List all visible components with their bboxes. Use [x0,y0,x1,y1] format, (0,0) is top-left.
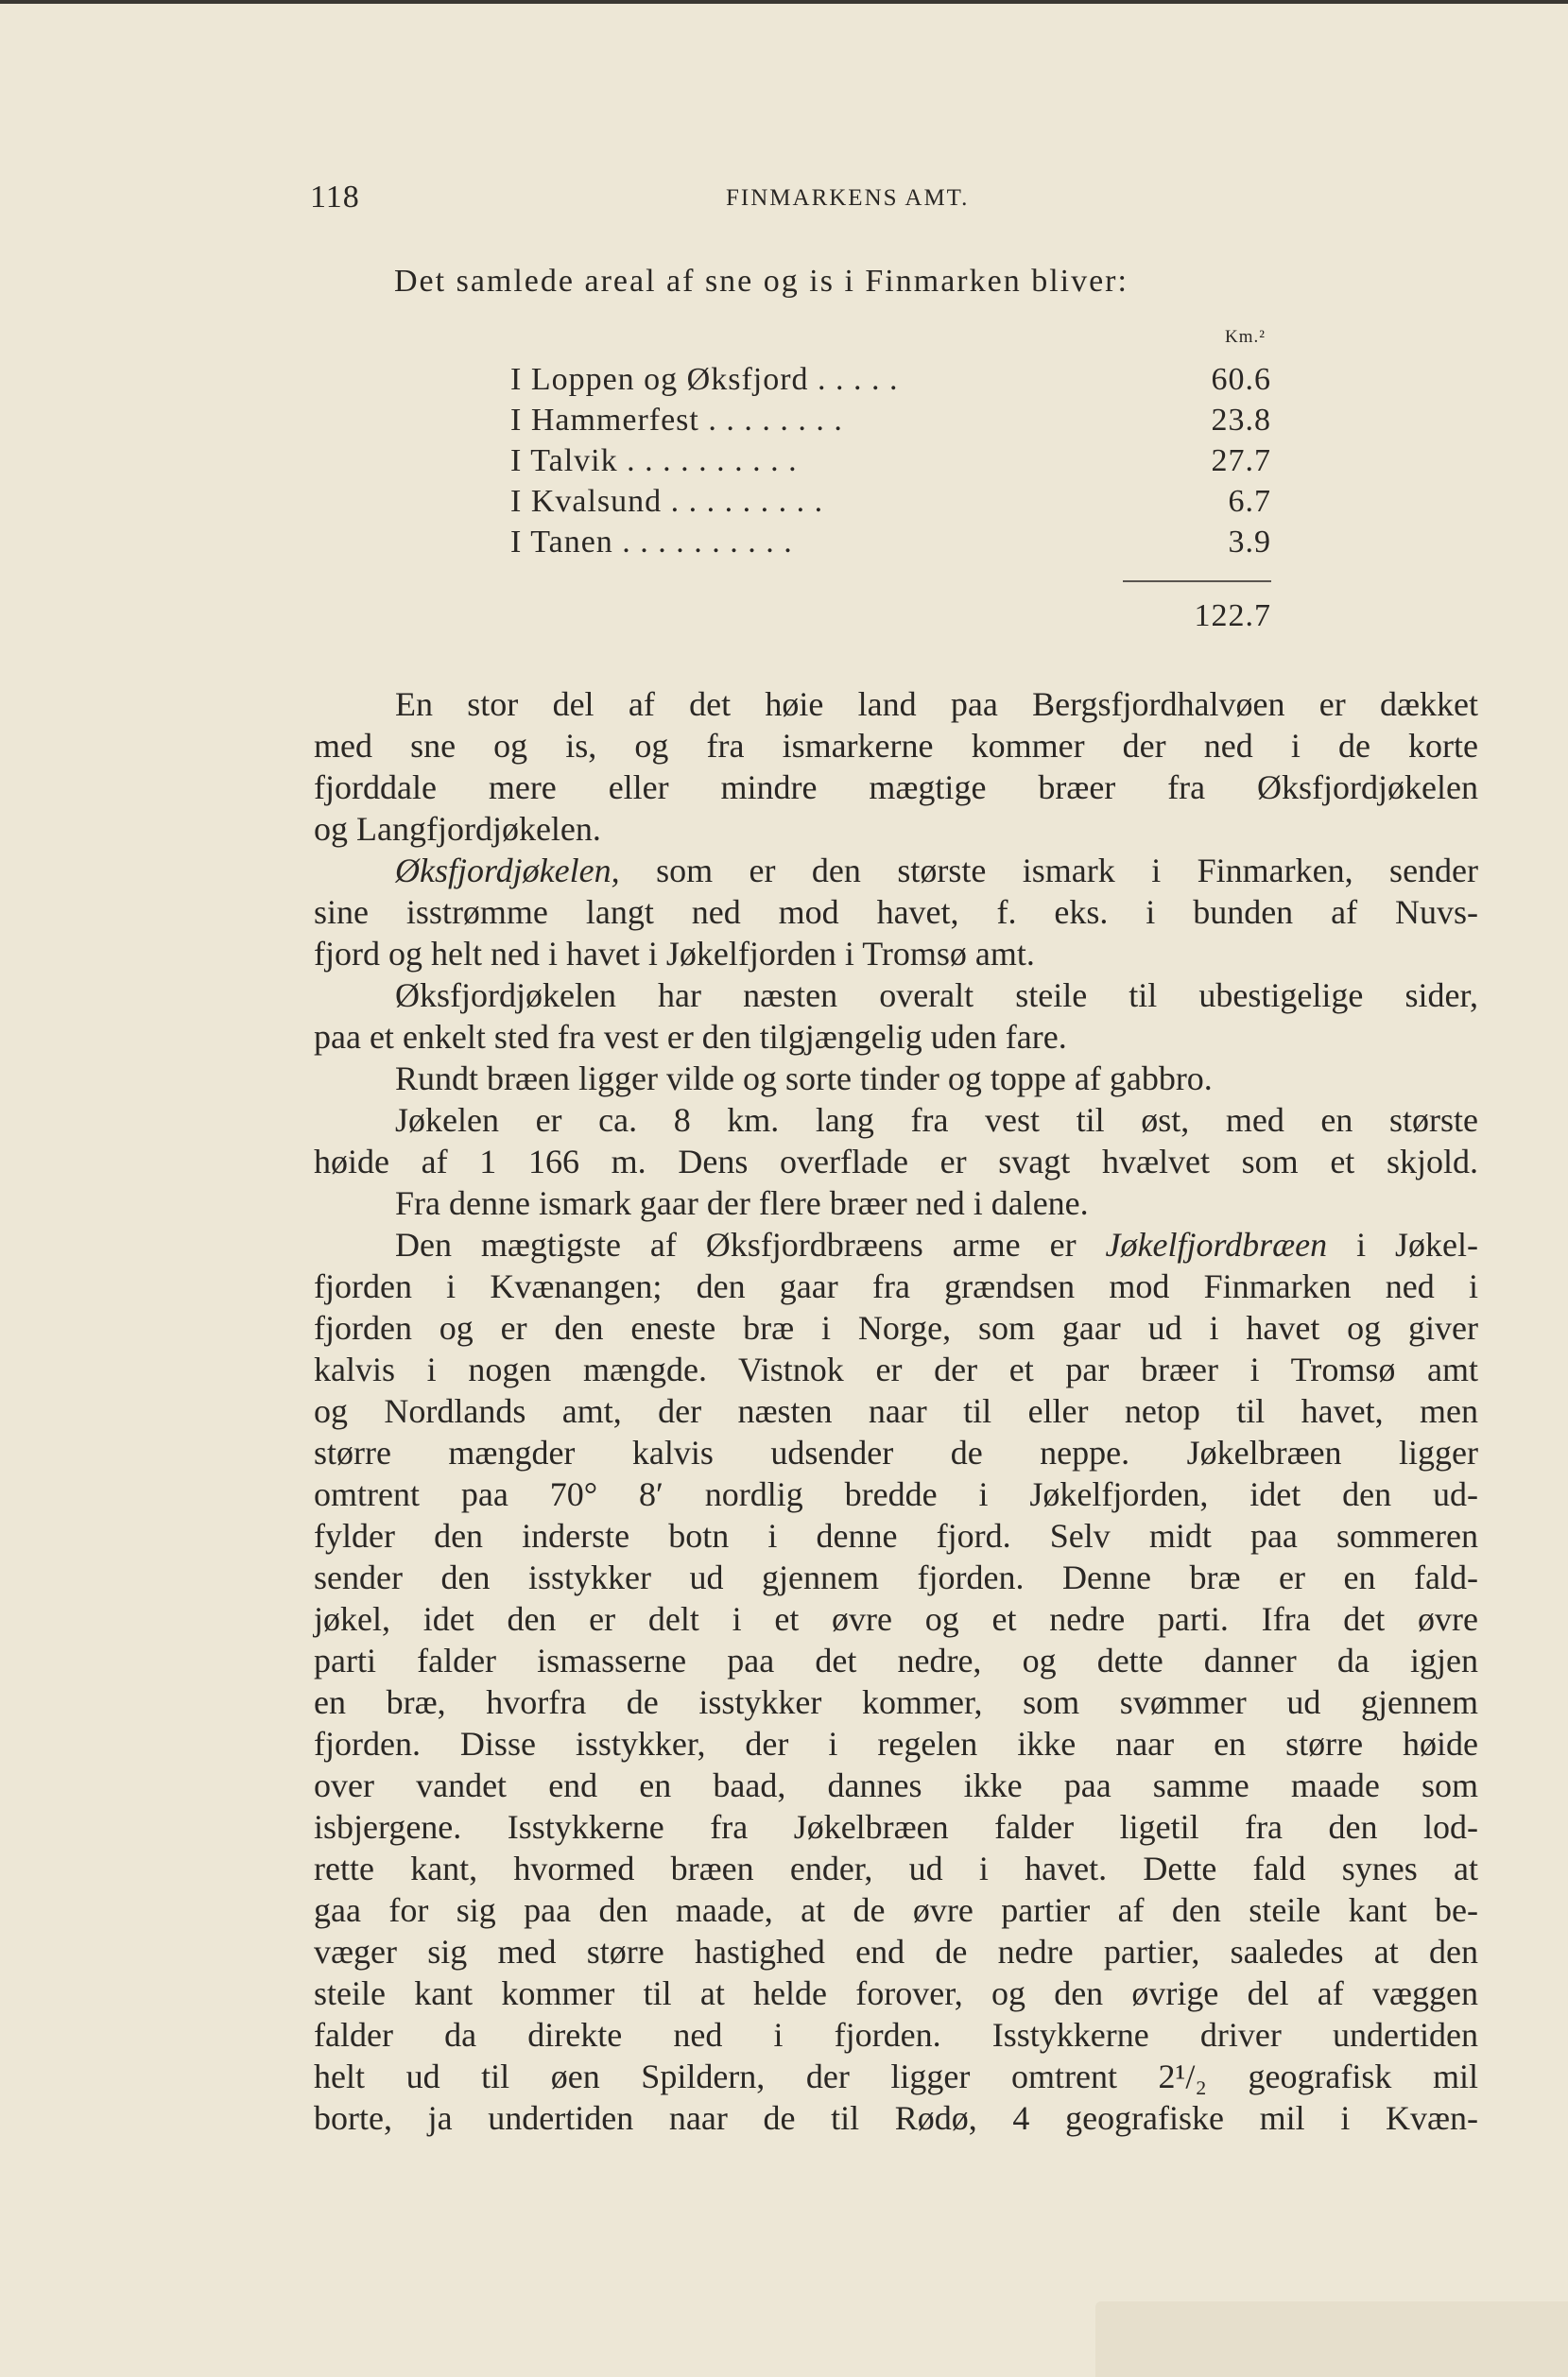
text-fragment: Den mægtigste af Øksfjordbræens arme er [395,1226,1077,1264]
text-line: en bræ, hvorfra de isstykker kommer, som svømmer ud gjennem [314,1683,1478,1721]
intro-sentence: Det samlede areal af sne og is i Finmarken bliver: [394,264,1129,299]
table-row [510,443,1271,485]
text-line: Øksfjordjøkelen har næsten overalt steile til ubestigelige sider, [395,976,1478,1014]
unit-header: Km.² [1225,327,1266,347]
row-name: I Talvik . . . . . . . . . . [510,443,798,478]
text-line: Fra denne ismark gaar der flere bræer ned i dalene. [395,1184,1089,1222]
text-line: jøkel, idet den er delt i et øvre og et nedre parti. Ifra det øvre [314,1600,1478,1638]
sum-rule [1123,580,1271,582]
table-row [510,484,1271,525]
text-line: paa et enkelt sted fra vest er den tilgjængelig uden fare. [314,1018,1067,1056]
row-name: I Hammerfest . . . . . . . . [510,403,843,438]
text-line: fjorden i Kvænangen; den gaar fra grændsen mod Finmarken ned i [314,1267,1478,1305]
text-line: fylder den inderste botn i denne fjord. Selv midt paa sommeren [314,1517,1478,1555]
text-line: fjorden og er den eneste bræ i Norge, som gaar ud i havet og giver [314,1309,1478,1347]
text-line: større mængder kalvis udsender de neppe. Jøkelbræen ligger [314,1434,1478,1472]
text-line [314,1224,1478,1266]
text-line: En stor del af det høie land paa Bergsfjordhalvøen er dækket [395,685,1478,723]
row-name: I Loppen og Øksfjord . . . . . [510,362,899,397]
text-line: Jøkelen er ca. 8 km. lang fra vest til øst, med en største [395,1101,1478,1139]
text-line: isbjergene. Isstykkerne fra Jøkelbræen falder ligetil fra den lod- [314,1808,1478,1846]
text-line: og Nordlands amt, der næsten naar til eller netop til havet, men [314,1392,1478,1430]
text-line [314,850,1478,891]
text-line: omtrent paa 70° 8′ nordlig bredde i Jøkelfjorden, idet den ud- [314,1475,1478,1513]
text-line: falder da direkte ned i fjorden. Isstykkerne driver undertiden [314,2016,1478,2054]
text-line: rette kant, hvormed bræen ender, ud i havet. Dette fald synes at [314,1850,1478,1887]
text-line: sender den isstykker ud gjennem fjorden. Denne bræ er en fald- [314,1559,1478,1596]
text-fragment: i Jøkel- [1356,1226,1479,1264]
italic-term: Øksfjordjøkelen, [395,852,620,889]
text-line: gaa for sig paa den maade, at de øvre partier af den steile kant be- [314,1891,1478,1929]
row-name: I Tanen . . . . . . . . . . [510,525,793,560]
text-line: over vandet end en baad, dannes ikke paa samme maade som [314,1766,1478,1804]
text-line: sine isstrømme langt ned mod havet, f. eks. i bunden af Nuvs- [314,893,1478,931]
text-fragment: som er den største ismark i Finmarken, sender [656,852,1479,889]
running-title: FINMARKENS AMT. [726,185,970,211]
text-line: fjorddale mere eller mindre mægtige bræer fra Øksfjordjøkelen [314,768,1478,806]
page-number: 118 [310,180,360,215]
page-top-border [0,0,1568,4]
table-row [510,403,1271,444]
running-head [310,180,1474,221]
text-line: med sne og is, og fra ismarkerne kommer der ned i de korte [314,727,1478,765]
text-line: og Langfjordjøkelen. [314,810,601,848]
italic-term: Jøkelfjordbræen [1105,1226,1328,1264]
body-text [314,683,1478,2139]
row-value: 3.9 [1228,525,1271,560]
text-line: parti falder ismasserne paa det nedre, og dette danner da igjen [314,1642,1478,1679]
text-line: fjorden. Disse isstykker, der i regelen ikke naar en større høide [314,1725,1478,1763]
text-line: væger sig med større hastighed end de nedre partier, saaledes at den [314,1933,1478,1971]
text-line: helt ud til øen Spildern, der ligger omtrent 2¹/₂ geografisk mil [314,2058,1478,2095]
text-line: fjord og helt ned i havet i Jøkelfjorden i Tromsø amt. [314,935,1035,973]
row-value: 27.7 [1211,443,1271,478]
table-row [510,362,1271,404]
page-corner-shade [1095,2301,1568,2377]
table-row [510,525,1271,566]
text-line: høide af 1 166 m. Dens overflade er svagt hvælvet som et skjold. [314,1143,1478,1180]
text-line: borte, ja undertiden naar de til Rødø, 4 geografiske mil i Kvæn- [314,2099,1478,2137]
text-line: kalvis i nogen mængde. Vistnok er der et par bræer i Tromsø amt [314,1351,1478,1388]
text-line: steile kant kommer til at helde forover, og den øvrige del af væggen [314,1974,1478,2012]
row-value: 23.8 [1211,403,1271,438]
row-name: I Kvalsund . . . . . . . . . [510,484,824,519]
row-value: 6.7 [1228,484,1271,519]
row-value: 60.6 [1211,362,1271,397]
total-value: 122.7 [1194,598,1271,633]
text-line: Rundt bræen ligger vilde og sorte tinder og toppe af gabbro. [395,1059,1213,1097]
